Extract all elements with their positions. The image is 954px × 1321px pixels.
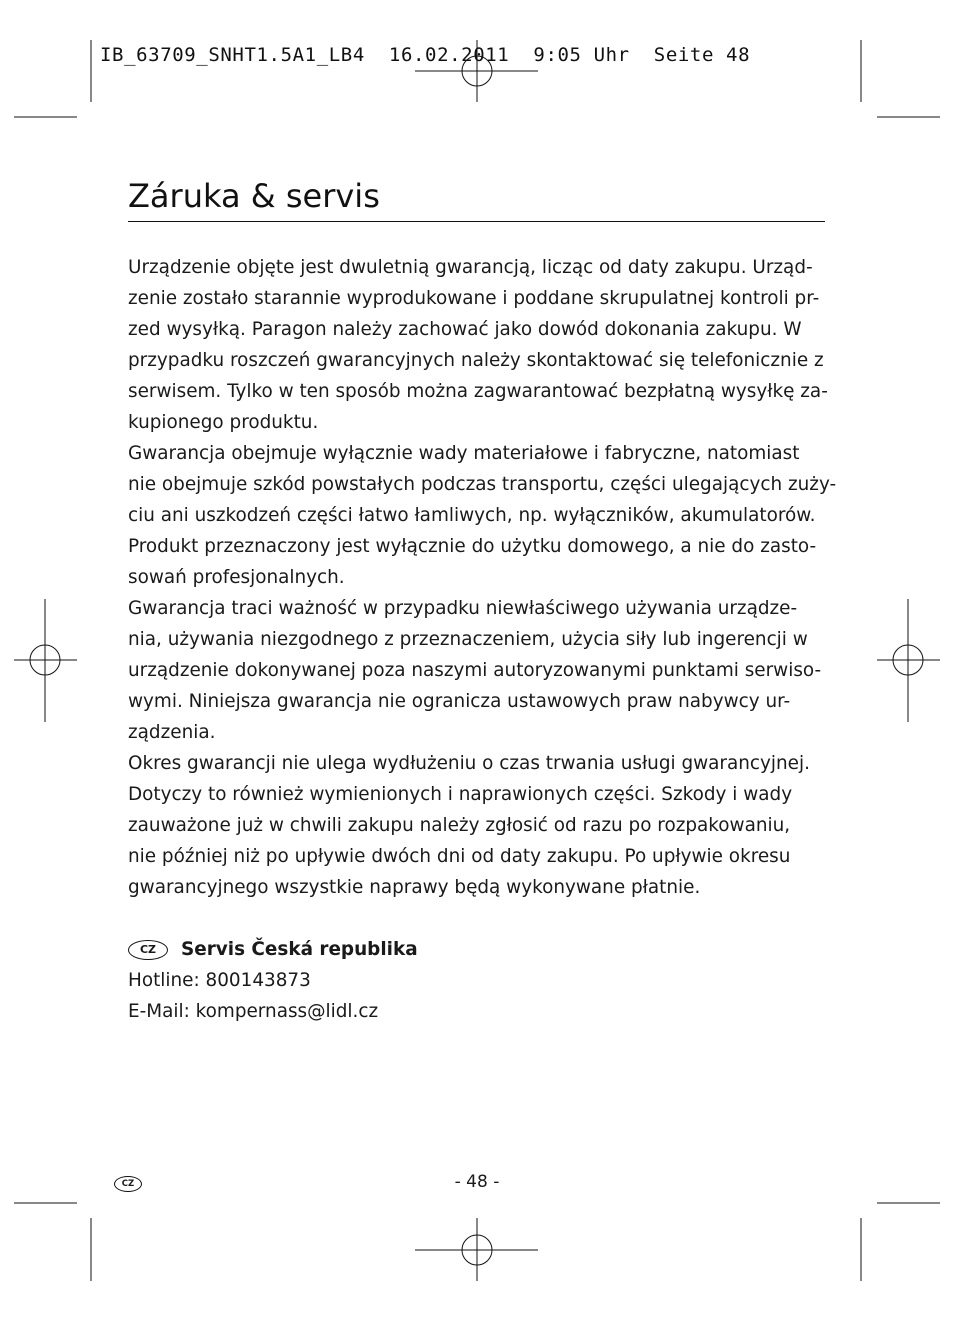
print-slug: IB_63709_SNHT1.5A1_LB4 16.02.2011 9:05 Uhr Seite 48 (100, 44, 751, 66)
text-line: serwisem. Tylko w ten sposób można zagwarantować bezpłatną wysyłkę za- (128, 381, 828, 402)
text-line: nia, używania niezgodnego z przeznaczeniem, użycia siły lub ingerencji w (128, 629, 808, 650)
text-line: wymi. Niniejsza gwarancja nie ogranicza ustawowych praw nabywcy ur- (128, 691, 791, 712)
registration-mark-right (877, 599, 940, 722)
registration-mark-left (14, 599, 77, 722)
text-line: zenie zostało starannie wyprodukowane i poddane skrupulatnej kontroli pr- (128, 288, 820, 309)
text-line: ządzenia. (128, 722, 216, 743)
warranty-text (128, 252, 837, 1027)
email: E-Mail: kompernass@lidl.cz (128, 1001, 379, 1022)
text-line: Okres gwarancji nie ulega wydłużeniu o czas trwania usługi gwarancyjnej. (128, 753, 810, 774)
registration-mark-bottom (415, 1218, 538, 1281)
text-line: gwarancyjnego wszystkie naprawy będą wykonywane płatnie. (128, 877, 701, 898)
text-line: zed wysyłką. Paragon należy zachować jako dowód dokonania zakupu. W (128, 319, 802, 340)
text-line: Dotyczy to również wymienionych i naprawionych części. Szkody i wady (128, 784, 793, 805)
hotline: Hotline: 800143873 (128, 970, 311, 991)
text-line: nie obejmuje szkód powstałych podczas transportu, części ulegających zuży- (128, 474, 837, 495)
page-title: Záruka & servis (128, 177, 380, 215)
text-line: Gwarancja obejmuje wyłącznie wady materiałowe i fabryczne, natomiast (128, 443, 800, 464)
page-number: - 48 - (454, 1172, 500, 1192)
country-badge: CZ (128, 940, 168, 960)
text-line: Produkt przeznaczony jest wyłącznie do użytku domowego, a nie do zasto- (128, 536, 817, 557)
text-line: Urządzenie objęte jest dwuletnią gwarancją, licząc od daty zakupu. Urząd- (128, 257, 813, 278)
text-line: sowań profesjonalnych. (128, 567, 345, 588)
text-line: urządzenie dokonywanej poza naszymi autoryzowanymi punktami serwiso- (128, 660, 822, 681)
text-line: zauważone już w chwili zakupu należy zgłosić od razu po rozpakowaniu, (128, 815, 791, 836)
service-heading (128, 934, 828, 965)
text-line: kupionego produktu. (128, 412, 319, 433)
text-line: ciu ani uszkodzeń części łatwo łamliwych, np. wyłączników, akumulatorów. (128, 505, 816, 526)
spacer (128, 903, 828, 934)
title-divider (128, 221, 825, 222)
text-line: Gwarancja traci ważność w przypadku niewłaściwego używania urządze- (128, 598, 798, 619)
text-line: nie później niż po upływie dwóch dni od daty zakupu. Po upływie okresu (128, 846, 791, 867)
service-title: Servis Česká republika (181, 939, 418, 960)
footer-country-badge: CZ (114, 1176, 142, 1192)
text-line: przypadku roszczeń gwarancyjnych należy skontaktować się telefonicznie z (128, 350, 824, 371)
